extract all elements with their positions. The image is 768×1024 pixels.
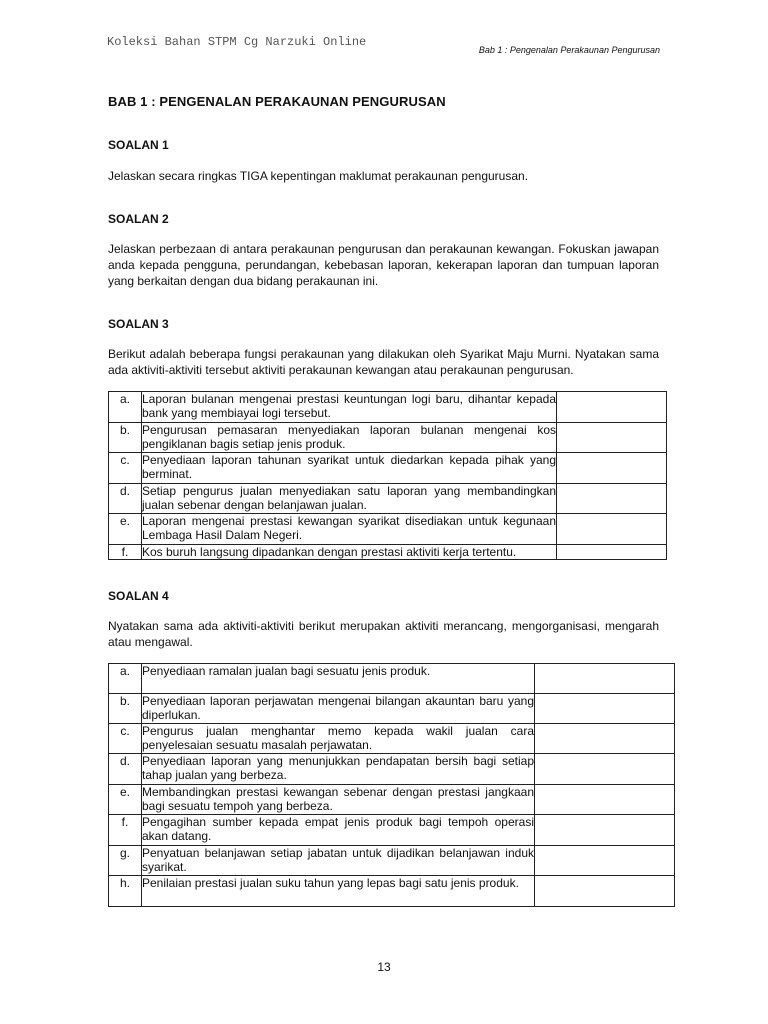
- table-row: [109, 694, 675, 724]
- answer-cell[interactable]: [557, 545, 667, 560]
- table-row: [109, 785, 675, 815]
- row-activity: Penyediaan laporan yang menunjukkan pendapatan bersih bagi setiap tahap jualan yang berbeza.: [142, 754, 535, 785]
- question-3-text: Berikut adalah beberapa fungsi perakaunan yang dilakukan oleh Syarikat Maju Murni. Nyatakan sama ada aktiviti-aktiviti tersebut aktiviti perakaunan kewangan atau perakaunan pengurusan.: [108, 347, 659, 377]
- row-letter: f.: [109, 815, 142, 846]
- table-row: [109, 484, 667, 514]
- table-row: [109, 876, 675, 907]
- row-activity: Laporan bulanan mengenai prestasi keuntungan logi baru, dihantar kepada bank yang membiayai logi tersebut.: [142, 392, 557, 423]
- row-activity: Penyediaan laporan tahunan syarikat untuk diedarkan kepada pihak yang berminat.: [142, 453, 557, 484]
- question-2-heading: SOALAN 2: [108, 212, 169, 226]
- answer-cell[interactable]: [557, 392, 667, 423]
- answer-cell[interactable]: [535, 815, 675, 846]
- table-row: [109, 754, 675, 785]
- answer-cell[interactable]: [535, 785, 675, 815]
- row-letter: a.: [109, 664, 142, 694]
- row-activity: Pengagihan sumber kepada empat jenis produk bagi tempoh operasi akan datang.: [142, 815, 535, 846]
- row-letter: g.: [109, 846, 142, 876]
- chapter-title: BAB 1 : PENGENALAN PERAKAUNAN PENGURUSAN: [108, 94, 446, 109]
- row-activity: Penyatuan belanjawan setiap jabatan untuk dijadikan belanjawan induk syarikat.: [142, 846, 534, 874]
- row-activity: Setiap pengurus jualan menyediakan satu laporan yang membandingkan jualan sebenar dengan belanjawan jualan.: [142, 484, 556, 512]
- row-letter: d.: [109, 754, 142, 785]
- question-4-heading: SOALAN 4: [108, 589, 169, 603]
- row-letter: c.: [109, 453, 142, 484]
- row-letter: h.: [109, 876, 142, 907]
- answer-cell[interactable]: [535, 664, 675, 694]
- row-activity: Penyediaan ramalan jualan bagi sesuatu jenis produk.: [142, 664, 535, 694]
- answer-cell[interactable]: [535, 876, 675, 907]
- question-3-table: [108, 391, 667, 560]
- answer-cell[interactable]: [535, 724, 675, 754]
- row-activity: Kos buruh langsung dipadankan dengan prestasi aktiviti kerja tertentu.: [142, 545, 557, 560]
- watermark-text: Koleksi Bahan STPM Cg Narzuki Online: [107, 35, 367, 49]
- row-activity: Laporan mengenai prestasi kewangan syarikat disediakan untuk kegunaan Lembaga Hasil Dalam Negeri.: [142, 514, 557, 545]
- row-activity: Pengurus jualan menghantar memo kepada wakil jualan cara penyelesaian sesuatu masalah perjawatan.: [142, 724, 534, 752]
- table-row: [109, 453, 667, 484]
- table-row: [109, 664, 675, 694]
- question-4-text: Nyatakan sama ada aktiviti-aktiviti berikut merupakan aktiviti merancang, mengorganisasi, mengarah atau mengawal.: [108, 619, 659, 649]
- answer-cell[interactable]: [535, 846, 675, 876]
- table-row: [109, 423, 667, 453]
- row-activity: Pengurusan pemasaran menyediakan laporan bulanan mengenai kos pengiklanan bagis setiap jenis produk.: [142, 423, 556, 451]
- table-row: [109, 815, 675, 846]
- row-activity: Membandingkan prestasi kewangan sebenar dengan prestasi jangkaan bagi sesuatu tempoh yang berbeza.: [142, 785, 534, 813]
- row-letter: e.: [109, 514, 142, 545]
- answer-cell[interactable]: [557, 423, 667, 453]
- row-letter: b.: [109, 423, 142, 453]
- row-letter: e.: [109, 785, 142, 815]
- answer-cell[interactable]: [557, 453, 667, 484]
- row-letter: a.: [109, 392, 142, 423]
- question-2-text: Jelaskan perbezaan di antara perakaunan pengurusan dan perakaunan kewangan. Fokuskan jawapan anda kepada pengguna, perundangan, kebebasan laporan, kekerapan laporan dan tumpuan laporan yang berkaitan dengan dua bidang perakaunan ini.: [108, 242, 659, 288]
- table-row: [109, 392, 667, 423]
- question-1-heading: SOALAN 1: [108, 138, 169, 152]
- row-activity: Penyediaan laporan perjawatan mengenai bilangan akauntan baru yang diperlukan.: [142, 694, 534, 722]
- answer-cell[interactable]: [557, 484, 667, 514]
- table-row: [109, 545, 667, 560]
- table-row: [109, 724, 675, 754]
- row-letter: b.: [109, 694, 142, 724]
- answer-cell[interactable]: [535, 754, 675, 785]
- table-row: [109, 846, 675, 876]
- table-row: [109, 514, 667, 545]
- row-letter: f.: [109, 545, 142, 560]
- answer-cell[interactable]: [535, 694, 675, 724]
- row-activity: Penilaian prestasi jualan suku tahun yang lepas bagi satu jenis produk.: [142, 876, 535, 907]
- page-number: 13: [377, 960, 391, 974]
- answer-cell[interactable]: [557, 514, 667, 545]
- question-3-heading: SOALAN 3: [108, 317, 169, 331]
- question-4-table: [108, 663, 675, 907]
- row-letter: d.: [109, 484, 142, 514]
- running-header: Bab 1 : Pengenalan Perakaunan Pengurusan: [478, 45, 660, 55]
- row-letter: c.: [109, 724, 142, 754]
- question-1-text: Jelaskan secara ringkas TIGA kepentingan maklumat perakaunan pengurusan.: [108, 169, 529, 183]
